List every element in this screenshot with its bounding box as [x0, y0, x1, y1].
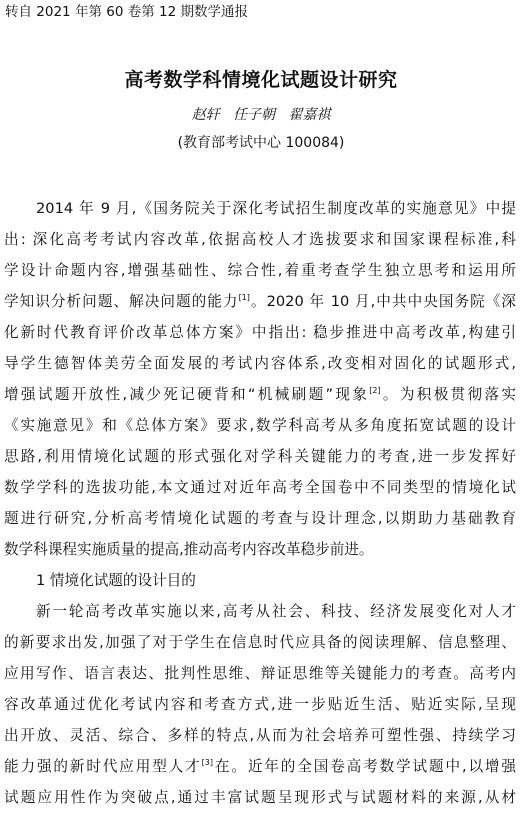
paragraph-1-line-1: 2014 年 9 月,《国务院关于深化考试招生制度改革的实施意见》中提 — [36, 200, 516, 217]
paragraph-1-line-11: 题进行研究,分析高考情境化试题的考查与设计理念,以期助力基础教育 — [4, 510, 516, 527]
paragraph-2-line-3: 应用写作、语言表达、批判性思维、辩证思维等关键能力的考查。高考内 — [4, 665, 516, 682]
author-list: 赵轩 任子朝 翟嘉祺 — [191, 107, 331, 123]
paragraph-1-line-8: 《实施意见》和《总体方案》要求,数学科高考从多角度拓宽试题的设计 — [4, 417, 516, 434]
paragraph-2-line-2: 的新要求出发,加强了对于学生在信息时代应具备的阅读理解、信息整理、 — [4, 634, 516, 651]
paragraph-2-line-7: 试题应用性作为突破点,通过丰富试题呈现形式与试题材料的来源,从材 — [4, 789, 516, 806]
paragraph-1-line-9: 思路,利用情境化试题的形式强化对学科关键能力的考查,进一步发挥好 — [4, 448, 516, 465]
source-note: 转自 2021 年第 60 卷第 12 期数学通报 — [5, 4, 248, 20]
paragraph-1-line-4-text-b: 。2020 年 10 月,中共中央国务院《深 — [249, 293, 516, 310]
paragraph-2-line-4: 容改革通过优化考试内容和考查方式,进一步贴近生活、贴近实际,呈现 — [4, 696, 516, 713]
paragraph-1-line-5: 化新时代教育评价改革总体方案》中指出: 稳步推进中高考改革,构建引 — [4, 324, 516, 341]
section-heading-1: 1 情境化试题的设计目的 — [36, 572, 196, 589]
paragraph-2-line-6 — [4, 757, 516, 777]
article-title: 高考数学科情境化试题设计研究 — [124, 69, 398, 91]
paragraph-1-line-7-text-a: 增强试题开放性,减少死记硬背和“机械刷题”现象 — [4, 386, 370, 403]
paragraph-1-line-2: 出: 深化高考考试内容改革,依据高校人才选拔要求和国家课程标准,科 — [4, 231, 516, 248]
citation-2: [2] — [369, 386, 381, 396]
paragraph-1-line-4 — [4, 292, 516, 312]
paragraph-1-line-7 — [4, 385, 516, 405]
citation-1: [1] — [238, 293, 250, 303]
citation-3: [3] — [201, 758, 213, 768]
paragraph-2-line-6-text-a: 能力强的新时代应用型人才 — [4, 758, 202, 775]
paragraph-1-line-7-text-b: 。为积极贯彻落实 — [380, 386, 516, 403]
paragraph-2-line-6-text-b: 在。近年的全国卷高考数学试题中,以增强 — [213, 758, 516, 775]
paragraph-1-line-10: 数学学科的选拔功能,本文通过对近年高考全国卷中不同类型的情境化试 — [4, 479, 516, 496]
paragraph-1-line-6: 导学生德智体美劳全面发展的考试内容体系,改变相对固化的试题形式, — [4, 355, 516, 372]
paragraph-2-line-5: 出开放、灵活、综合、多样的特点,从而为社会培养可塑性强、持续学习 — [4, 727, 516, 744]
affiliation: (教育部考试中心 100084) — [177, 135, 345, 151]
paragraph-1-line-12: 数学科课程实施质量的提高,推动高考内容改革稳步前进。 — [4, 541, 374, 558]
paragraph-1-line-3: 学设计命题内容,增强基础性、综合性,着重考查学生独立思考和运用所 — [4, 262, 516, 279]
paragraph-2-line-1: 新一轮高考改革实施以来,高考从社会、科技、经济发展变化对人才 — [36, 603, 516, 620]
paragraph-1-line-4-text-a: 学知识分析问题、解决问题的能力 — [4, 293, 239, 310]
